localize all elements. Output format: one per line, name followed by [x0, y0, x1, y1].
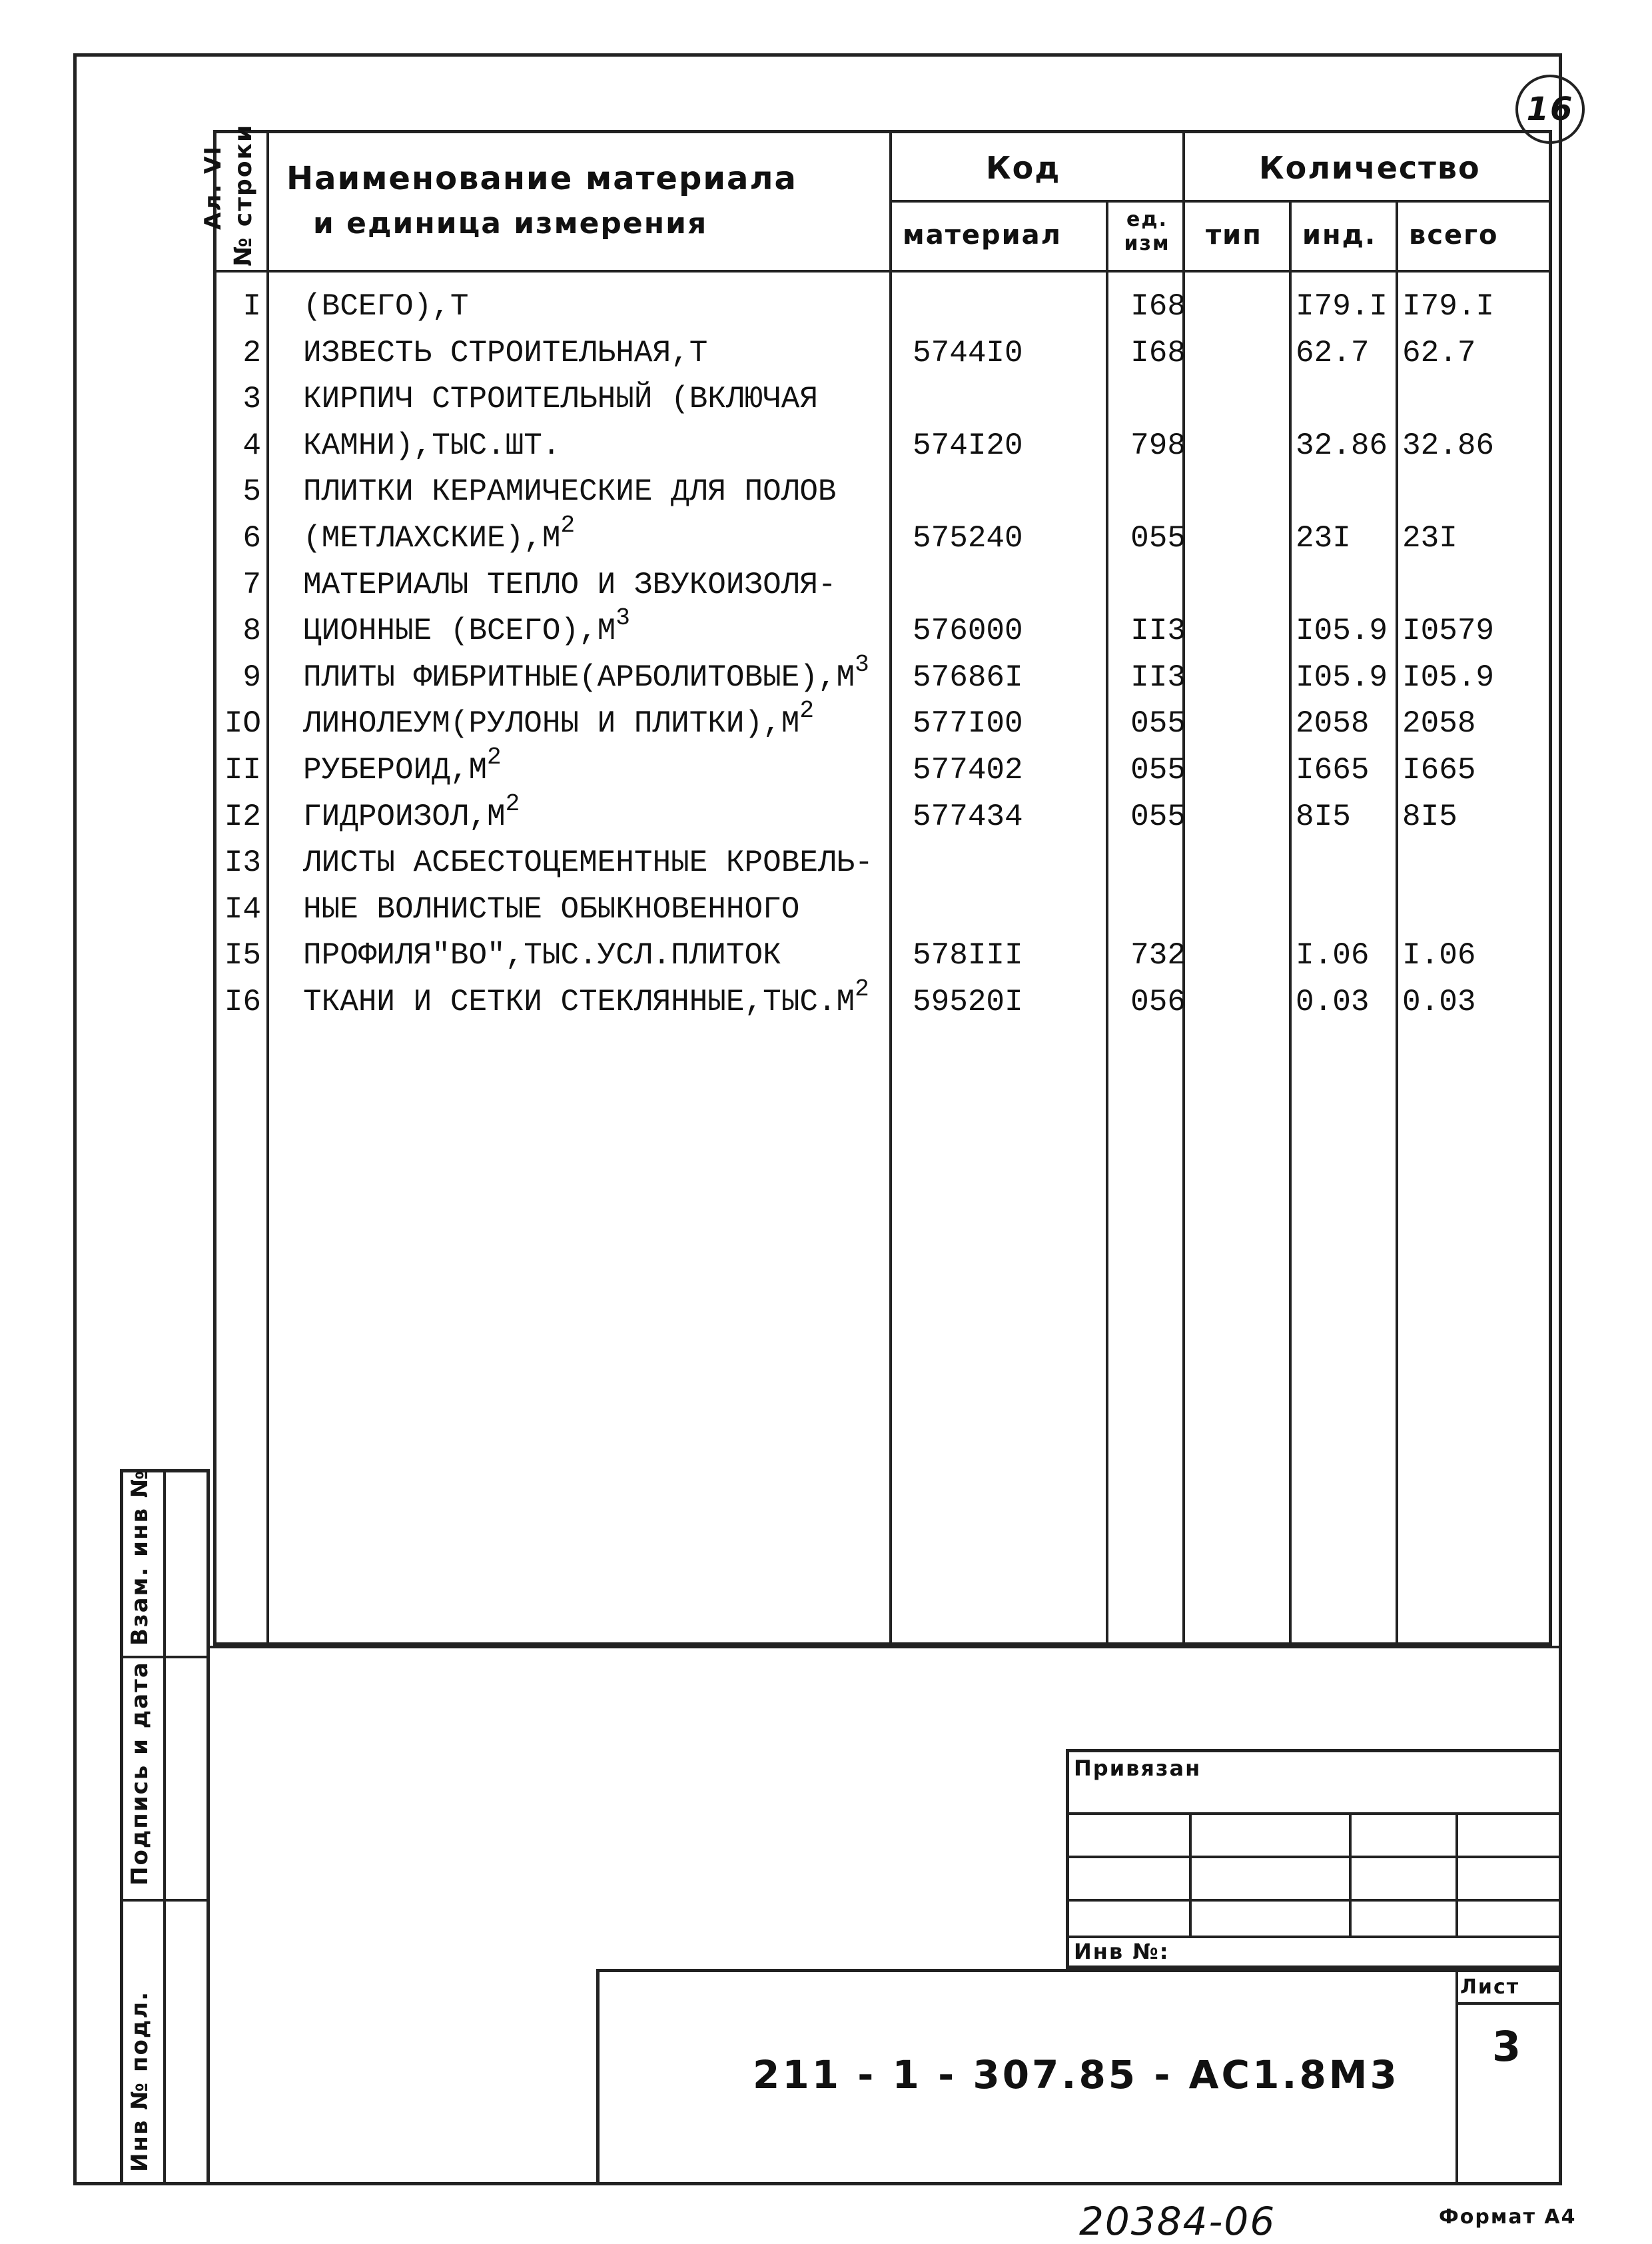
qty-type-header: тип — [1206, 220, 1262, 251]
cell-unit: 055 — [1130, 753, 1186, 788]
cell-mat: 578III — [913, 938, 1023, 973]
cell-unit: 055 — [1130, 799, 1186, 834]
name-header-line2: и единица измерения — [313, 207, 708, 241]
tb-row3 — [1066, 1899, 1562, 1902]
cell-total: I665 — [1402, 753, 1476, 788]
name-header-line1: Наименование материала — [286, 160, 797, 197]
cell-no: IO — [224, 706, 261, 742]
designation: 211 - 1 - 307.85 - АС1.8М3 — [753, 2052, 1400, 2097]
tb-row2 — [1066, 1856, 1562, 1858]
tb-row1 — [1066, 1812, 1562, 1815]
cell-no: 8 — [242, 614, 261, 649]
line-number-header: № строки — [230, 123, 257, 267]
table-row — [220, 512, 1545, 562]
list-col-line — [1455, 1969, 1458, 2185]
cell-total: I79.I — [1402, 289, 1495, 324]
table-row — [220, 422, 1545, 469]
unit-exponent: 2 — [799, 697, 814, 725]
cell-name: ТКАНИ И СЕТКИ $СТЕКЛЯННЫЕ,ТЫС.М^2$ — [303, 975, 869, 1019]
cell-unit: II3 — [1130, 660, 1186, 695]
tb-row4 — [1066, 1936, 1562, 1938]
table-row — [220, 330, 1545, 376]
cell-no: II — [224, 753, 261, 788]
privyazan-label: Привязан — [1074, 1756, 1202, 1781]
cell-total: 62.7 — [1402, 335, 1476, 370]
table-row — [220, 604, 1545, 654]
cell-name: ИЗВЕСТЬ СТРОИТЕЛЬНАЯ,Т — [303, 335, 708, 370]
table-row — [220, 744, 1545, 794]
table-row — [220, 697, 1545, 747]
cell-ind: I79.I — [1296, 289, 1388, 324]
cell-name: ЛИСТЫ АСБЕСТОЦЕМЕНТНЫЕ КРОВЕЛЬ- — [303, 845, 873, 881]
cell-no: 9 — [242, 660, 261, 695]
cell-unit: 055 — [1130, 521, 1186, 556]
table-row — [220, 790, 1545, 840]
cell-no: 5 — [242, 474, 261, 510]
cell-ind: 32.86 — [1296, 428, 1388, 463]
cell-total: I05.9 — [1402, 660, 1495, 695]
side-stamp-vdiv — [163, 1469, 166, 2185]
cell-no: I5 — [224, 938, 261, 973]
table-row — [220, 468, 1545, 515]
cell-unit: 798 — [1130, 428, 1186, 463]
cell-unit: II3 — [1130, 614, 1186, 649]
cell-name: НЫЕ ВОЛНИСТЫЕ ОБЫКНОВЕННОГО — [303, 891, 800, 927]
cell-ind: 62.7 — [1296, 335, 1370, 370]
table-row — [220, 886, 1545, 933]
list-col-divider — [1455, 2002, 1562, 2005]
unit-exponent: 2 — [855, 975, 869, 1003]
table-row — [220, 975, 1545, 1025]
archive-number-visible: 20384-06 — [1079, 2199, 1276, 2244]
cell-unit: I68 — [1130, 335, 1186, 370]
cell-total: 23I — [1402, 521, 1457, 556]
inv-podl-label: Инв № подл. — [127, 1990, 153, 2172]
cell-name: ЦИОННЫЕ $(ВСЕГО),М^3$ — [303, 604, 630, 649]
vzam-inv-label: Взам. инв № — [127, 1469, 153, 1646]
cell-ind: I.06 — [1296, 938, 1370, 973]
qty-total-header: всего — [1409, 220, 1499, 251]
cell-name: $ГИДРОИЗОЛ,М^2$ — [303, 790, 520, 834]
cell-mat: 57686I — [913, 660, 1023, 695]
format-label: Формат А4 — [1439, 2205, 1577, 2229]
cell-name: $РУБЕРОИД,М^2$ — [303, 744, 502, 788]
cell-ind: I05.9 — [1296, 614, 1388, 649]
cell-total: 0.03 — [1402, 985, 1476, 1019]
cell-unit: I68 — [1130, 289, 1186, 324]
cell-total: 8I5 — [1402, 799, 1457, 834]
cell-no: I6 — [224, 985, 261, 1019]
qty-ind-header: инд. — [1302, 220, 1377, 251]
unit-exponent: 2 — [560, 512, 576, 539]
cell-no: I3 — [224, 845, 261, 881]
cell-mat: 5744I0 — [913, 335, 1023, 370]
unit-exponent: 3 — [855, 650, 869, 678]
table-row — [220, 932, 1545, 979]
code-header: Код — [986, 150, 1061, 186]
inv-no-label: Инв №: — [1074, 1939, 1170, 1964]
tb-col1 — [1189, 1812, 1192, 1936]
tb-col3 — [1455, 1812, 1458, 1936]
cell-name: ЛИНОЛЕУМ(РУЛОНЫ И $ПЛИТКИ),М^2$ — [303, 697, 814, 742]
cell-unit: 732 — [1130, 938, 1186, 973]
cell-mat: 574I20 — [913, 428, 1023, 463]
header-divider — [213, 270, 1552, 273]
table-row — [220, 376, 1545, 422]
lower-band-line — [210, 1646, 1562, 1648]
table-row — [220, 283, 1545, 330]
cell-name: ПЛИТЫ $ФИБРИТНЫЕ(АРБОЛИТОВЫЕ),М^3$ — [303, 650, 869, 695]
cell-no: 3 — [242, 382, 261, 417]
unit-exponent: 2 — [487, 744, 502, 771]
header-subdivider — [889, 200, 1552, 203]
cell-no: I2 — [224, 799, 261, 834]
code-material-header: материал — [903, 220, 1062, 251]
cell-name: ПРОФИЛЯ"ВО",ТЫС.УСЛ.ПЛИТОК — [303, 938, 781, 973]
table-row — [220, 562, 1545, 608]
tb-col2 — [1349, 1812, 1352, 1936]
cell-mat: 577434 — [913, 799, 1023, 834]
cell-ind: 8I5 — [1296, 799, 1351, 834]
cell-mat: 577I00 — [913, 706, 1023, 742]
list-label: Лист — [1460, 1975, 1520, 1999]
unit-exponent: 3 — [616, 604, 630, 632]
cell-total: 32.86 — [1402, 428, 1495, 463]
cell-ind: 23I — [1296, 521, 1351, 556]
cell-name: (ВСЕГО),Т — [303, 289, 469, 324]
cell-no: I4 — [224, 891, 261, 927]
podpis-data-label: Подпись и дата — [127, 1661, 153, 1886]
cell-name: ПЛИТКИ КЕРАМИЧЕСКИЕ ДЛЯ ПОЛОВ — [303, 474, 837, 510]
cell-name: МАТЕРИАЛЫ ТЕПЛО И ЗВУКОИЗОЛЯ- — [303, 567, 837, 602]
cell-name: $(МЕТЛАХСКИЕ),М^2$ — [303, 512, 576, 556]
cell-no: 7 — [242, 567, 261, 602]
al-label: Ал. VI — [200, 145, 226, 230]
cell-ind: 2058 — [1296, 706, 1370, 742]
table-row — [220, 650, 1545, 701]
cell-no: 6 — [242, 521, 261, 556]
unit-exponent: 2 — [505, 790, 520, 818]
cell-no: I — [242, 289, 261, 324]
table-row — [220, 840, 1545, 886]
cell-mat: 575240 — [913, 521, 1023, 556]
cell-no: 2 — [242, 335, 261, 370]
cell-total: 2058 — [1402, 706, 1476, 742]
cell-mat: 576000 — [913, 614, 1023, 649]
quantity-header: Количество — [1259, 150, 1481, 186]
cell-total: I.06 — [1402, 938, 1476, 973]
cell-name: КАМНИ),ТЫС.ШТ. — [303, 428, 561, 463]
list-number: 3 — [1492, 2022, 1523, 2071]
cell-total: I0579 — [1402, 614, 1495, 649]
cell-name: КИРПИЧ СТРОИТЕЛЬНЫЙ (ВКЛЮЧАЯ — [303, 382, 818, 417]
cell-mat: 59520I — [913, 985, 1023, 1019]
code-unit-header: ед. изм — [1124, 208, 1170, 255]
cell-no: 4 — [242, 428, 261, 463]
cell-mat: 577402 — [913, 753, 1023, 788]
cell-ind: I665 — [1296, 753, 1370, 788]
cell-ind: I05.9 — [1296, 660, 1388, 695]
page-number: 16 — [1515, 75, 1585, 144]
cell-unit: 055 — [1130, 706, 1186, 742]
cell-ind: 0.03 — [1296, 985, 1370, 1019]
cell-unit: 056 — [1130, 985, 1186, 1019]
